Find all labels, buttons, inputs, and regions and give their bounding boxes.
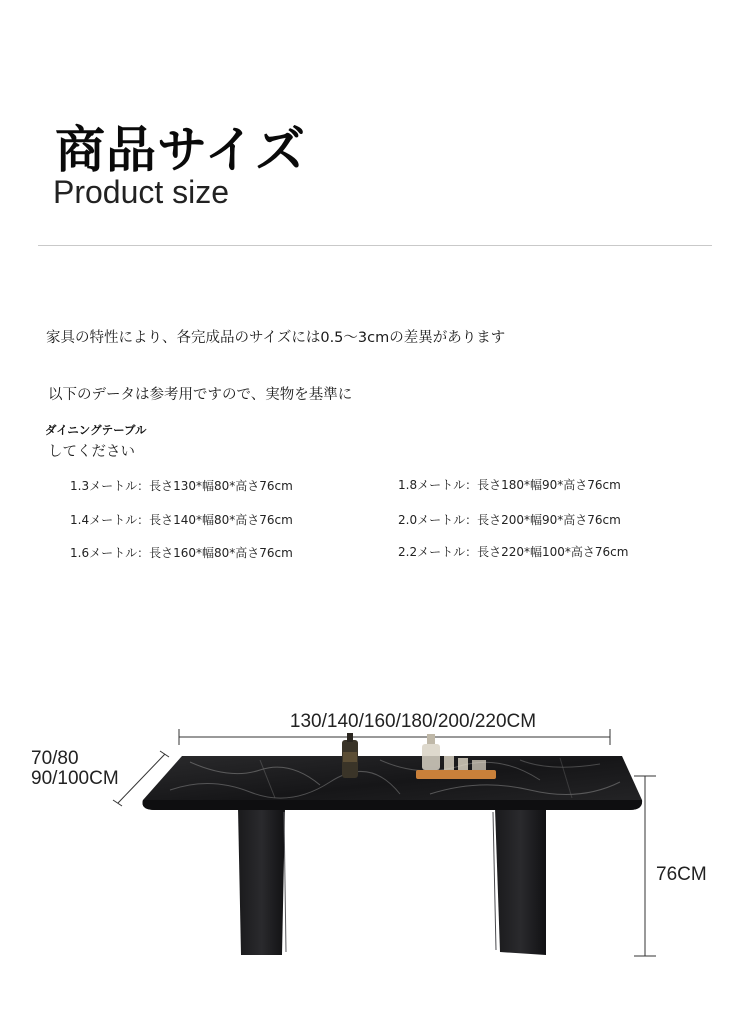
- note-line-3: してください: [48, 444, 135, 460]
- spec-item: 1.4メートル：長さ140*幅80*高さ76cm: [70, 513, 293, 527]
- table-illustration: [0, 690, 750, 965]
- bottle-decor: [342, 733, 358, 778]
- spec-item: 2.0メートル：長さ200*幅90*高さ76cm: [398, 513, 621, 527]
- spec-item: 1.3メートル：長さ130*幅80*高さ76cm: [70, 479, 293, 493]
- height-label: 76CM: [656, 864, 707, 885]
- width-label-2: 90/100CM: [31, 768, 119, 789]
- spec-item: 1.6メートル：長さ160*幅80*高さ76cm: [70, 546, 293, 560]
- length-label: 130/140/160/180/200/220CM: [289, 711, 537, 732]
- spec-item: 1.8メートル：長さ180*幅90*高さ76cm: [398, 478, 621, 492]
- divider: [38, 245, 712, 246]
- section-title: ダイニングテーブル: [45, 423, 147, 437]
- size-note: [46, 291, 505, 481]
- length-dimension: [179, 711, 610, 745]
- table-leg-left: [238, 808, 285, 955]
- width-label-1: 70/80: [31, 748, 79, 769]
- table-top: [143, 756, 643, 810]
- spec-item: 2.2メートル：長さ220*幅100*高さ76cm: [398, 545, 629, 559]
- note-line-2: 以下のデータは参考用ですので、実物を基準に: [48, 387, 353, 403]
- page-title: 商品サイズ: [55, 121, 306, 179]
- height-dimension: [634, 776, 707, 956]
- page-subtitle: Product size: [53, 174, 230, 210]
- table-leg-right: [495, 808, 546, 955]
- note-line-1: 家具の特性により、各完成品のサイズには0.5～3cmの差異があります: [46, 330, 506, 346]
